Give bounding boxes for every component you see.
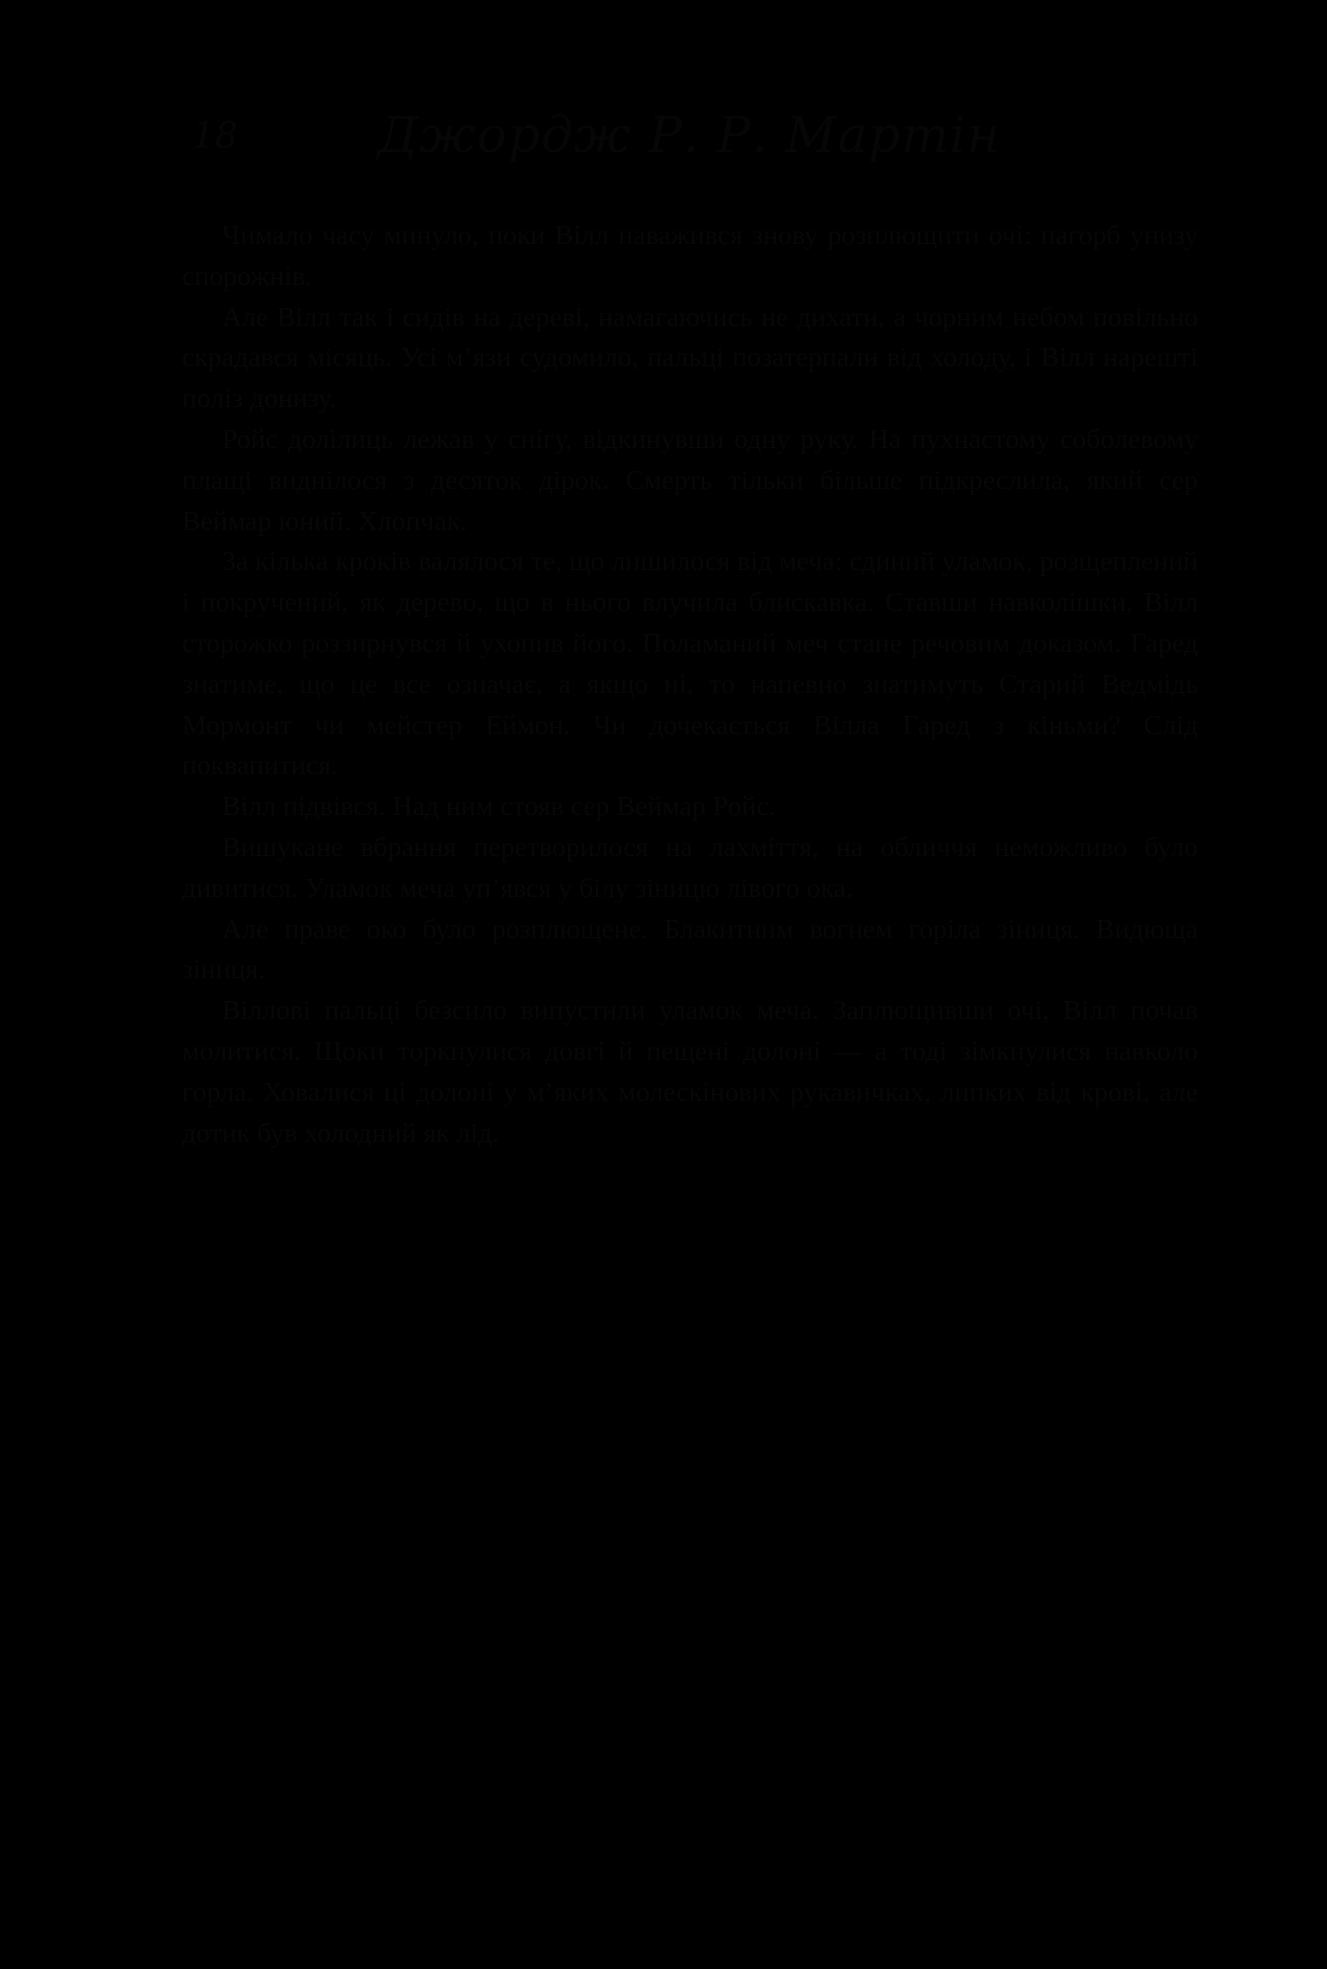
author-name: Джордж Р. Р. Мартін bbox=[377, 106, 1001, 164]
page-number: 18 bbox=[192, 116, 238, 157]
paragraph: За кілька кроків валялося те, що лишилося від меча: єдиний уламок, розщеплений і покручений, як дерево, що в нього влучила блискавка. Ставши навколішки, Вілл сторожко роззирнувся й ухопив його. Поламаний меч стане речовим доказом. Гаред знатиме, що це все означає, а якщо ні, то напевно знатимуть Старий Ведмідь Мормонт чи мейстер Еймон. Чи дочекається Вілла Гаред з кіньми? Слід поквапитися. bbox=[182, 546, 1198, 782]
paragraph: Але Вілл так і сидів на дереві, намагаючись не дихати, а чорним небом повільно скрадався місяць. Усі м’язи судомило, пальці позатерпали від холоду, і Вілл нарешті поліз донизу. bbox=[182, 301, 1198, 415]
paragraph: Ройс долілиць лежав у снігу, відкинувши одну руку. На пухнастому соболевому плащі виднілося з десяток дірок. Смерть тільки більше підкреслила, який сер Веймар юний. Хлопчак. bbox=[182, 423, 1198, 537]
paragraph: Але праве око було розплющене. Блакитним вогнем горіла зіниця. Видюща зіниця. bbox=[182, 913, 1198, 986]
paragraph: Вілл підвівся. Над ним стояв сер Веймар Ройс. bbox=[222, 791, 776, 823]
paragraph: Віллові пальці безсило випустили уламок меча. Заплющивши очі, Вілл почав молитися. Щоки торкнулися довгі й пещені долоні — а тоді зімкнулися навколо горла. Ховалися ці долоні у м’яких молескінових рукавичках, липких від крові, але дотик був холодний як лід. bbox=[182, 995, 1198, 1149]
body-text bbox=[182, 216, 1198, 1154]
running-head bbox=[180, 102, 1198, 182]
paragraph: Чимало часу минуло, поки Вілл наважився знову розплющити очі: пагорб унизу спорожнів. bbox=[182, 220, 1198, 292]
paragraph: Вишукане вбрання перетворилося на лахміття, на обличчя неможливо було дивитися. Уламок меча уп’явся у білу зіницю лівого ока. bbox=[182, 831, 1198, 904]
